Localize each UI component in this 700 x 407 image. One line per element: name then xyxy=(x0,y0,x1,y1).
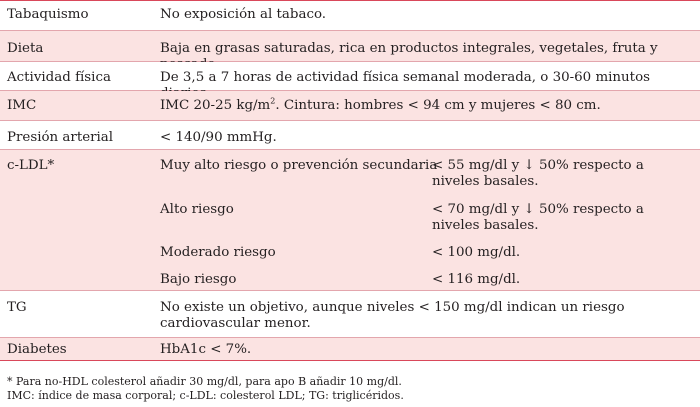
row-diabetes xyxy=(0,338,700,360)
footnote-abbreviations: IMC: índice de masa corporal; c-LDL: colesterol LDL; TG: triglicéridos. xyxy=(7,389,404,402)
row-value: < 140/90 mmHg. xyxy=(160,130,277,145)
target-low: < 116 mg/dl. xyxy=(432,272,521,287)
table-footnotes xyxy=(7,375,404,403)
row-value: No existe un objetivo, aunque niveles < 150 mg/dl indican un riesgo cardiovascular menor. xyxy=(160,300,625,331)
row-tabaquismo xyxy=(0,1,700,31)
row-value: No exposición al tabaco. xyxy=(160,7,327,22)
imc-value-text: IMC 20-25 kg/m xyxy=(160,98,271,113)
row-value: HbA1c < 7%. xyxy=(160,342,252,357)
row-value xyxy=(160,98,692,114)
row-label: Actividad física xyxy=(7,70,111,85)
risk-moderate: Moderado riesgo xyxy=(160,245,276,260)
row-dieta xyxy=(0,31,700,62)
risk-very-high: Muy alto riesgo o prevención secundaria xyxy=(160,158,438,173)
row-label: IMC xyxy=(7,98,37,113)
target-moderate: < 100 mg/dl. xyxy=(432,245,521,260)
waist-value-text: . Cintura: hombres < 94 cm y mujeres < 80 cm. xyxy=(275,98,601,113)
risk-low: Bajo riesgo xyxy=(160,272,237,287)
row-label: Tabaquismo xyxy=(7,7,89,22)
row-label: Presión arterial xyxy=(7,130,114,145)
row-label: TG xyxy=(7,300,27,315)
row-actividad-fisica xyxy=(0,62,700,91)
row-c-ldl xyxy=(0,150,700,291)
risk-high: Alto riesgo xyxy=(160,202,234,217)
row-value: Baja en grasas saturadas, rica en productos integrales, vegetales, fruta y xyxy=(160,41,658,56)
row-label: c-LDL* xyxy=(7,158,55,173)
superscript: 2 xyxy=(270,96,276,106)
row-presion-arterial xyxy=(0,121,700,150)
row-value: De 3,5 a 7 horas de actividad física semanal moderada, o 30-60 minutos xyxy=(160,70,651,85)
row-imc xyxy=(0,91,700,121)
row-label: Dieta xyxy=(7,41,44,56)
target-high: < 70 mg/dl y ↓ 50% respecto a niveles basales. xyxy=(432,202,644,233)
row-label: Diabetes xyxy=(7,342,67,357)
target-very-high: < 55 mg/dl y ↓ 50% respecto a niveles basales. xyxy=(432,158,644,189)
row-tg xyxy=(0,291,700,338)
footnote-ldl: * Para no-HDL colesterol añadir 30 mg/dl, para apo B añadir 10 mg/dl. xyxy=(7,375,402,388)
